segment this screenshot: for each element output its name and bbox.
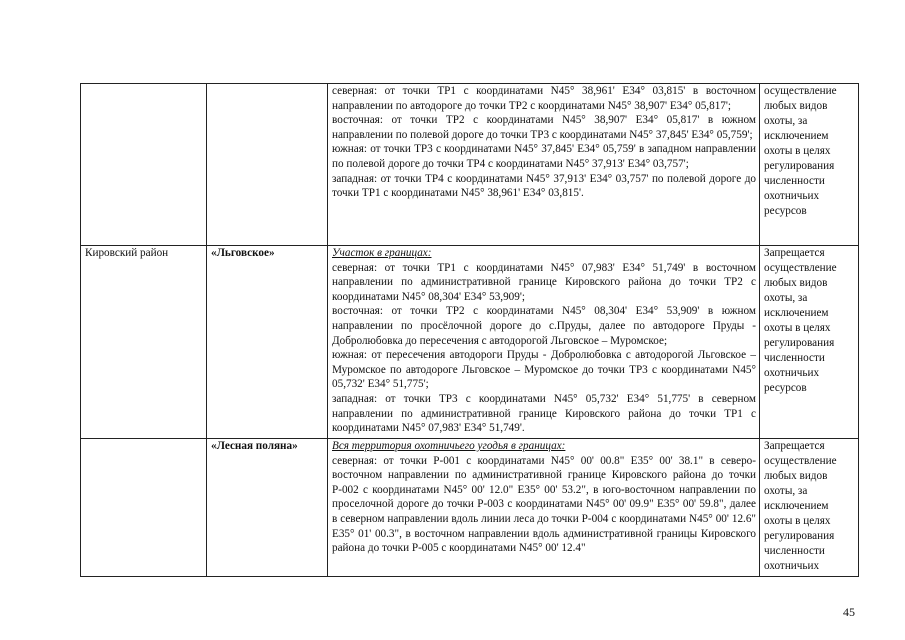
restriction-text: Запрещается осуществление любых видов охоты, за исключением охоты в целях регулирования численности охотничьих <box>764 440 837 572</box>
boundaries-cell <box>328 246 760 439</box>
table-row <box>81 84 859 246</box>
district-cell <box>81 439 207 577</box>
boundary-line: северная: от точки Р-001 с координатами N45° 00' 00.8" E35° 00' 38.1" в северо-восточном направлении по административной границе Кировского района до точки Р-002 с координатами N45° 00' 12.0" E35° 00' 53.2", в юго-восточном направлении по проселочной дороге до точки Р-003 с координатами N45° 00' 09.9" E35° 00' 59.8", далее в северном направлении вдоль линии леса до точки Р-004 с координатами N45° 00' 12.6" E35° 01' 00.3", в восточном направлении вдоль административной границы Кировского района до точки Р-005 с координатами N45° 00' 12.4" <box>332 454 756 555</box>
boundary-line: южная: от точки ТР3 с координатами N45° 37,845' E34° 05,759' в западном направлении по полевой дороге до точки ТР4 с координатами N45° 37,913' E34° 03,757'; <box>332 143 756 170</box>
boundary-line: северная: от точки ТР1 с координатами N45° 07,983' E34° 51,749' в восточном направлении по административной границе Кировского района до точки ТР2 с координатами N45° 08,304' E34° 53,909'; <box>332 261 756 303</box>
table-row <box>81 439 859 577</box>
hunting-ground-name-cell: «Лесная поляна» <box>207 439 328 577</box>
boundaries-cell <box>328 84 760 246</box>
boundary-line: северная: от точки ТР1 с координатами N45° 38,961' E34° 03,815' в восточном направлении по автодороге до точки ТР2 с координатами N45° 38,907' E34° 05,817'; <box>332 85 756 112</box>
table-row <box>81 246 859 439</box>
boundary-line: южная: от пересечения автодороги Пруды - Добролюбовка с автодорогой Льговское – Муромское по автодороге Льговское – Муромское до точки ТР3 с координатами N45° 05,732' E34° 51,775'; <box>332 349 756 391</box>
district-cell: Кировский район <box>81 246 207 439</box>
section-heading: Участок в границах: <box>332 247 432 259</box>
section-heading: Вся территория охотничьего угодья в границах: <box>332 440 566 452</box>
boundary-line: западная: от точки ТР4 с координатами N45° 37,913' E34° 03,757' по полевой дороге до точки ТР1 с координатами N45° 38,961' E34° 03,815'. <box>332 172 756 200</box>
restriction-cell: Запрещается осуществление любых видов охоты, за исключением охоты в целях регулирования численности охотничьих ресурсов <box>760 246 859 439</box>
restriction-cell: осуществление любых видов охоты, за исключением охоты в целях регулирования численности охотничьих ресурсов <box>760 84 859 246</box>
boundary-line: восточная: от точки ТР2 с координатами N45° 38,907' E34° 05,817' в южном направлении по полевой дороге до точки ТР3 с координатами N45° 37,845' E34° 05,759'; <box>332 114 756 141</box>
boundary-line: западная: от точки ТР3 с координатами N45° 05,732' E34° 51,775' в северном направлении по административной границе Кировского района до точки ТР1 с координатами N45° 07,983' E34° 51,749'. <box>332 392 756 435</box>
page-number: 45 <box>843 605 855 619</box>
boundary-line: восточная: от точки ТР2 с координатами N45° 08,304' E34° 53,909' в южном направлении по просёлочной дороге до с.Пруды, далее по автодороге Пруды - Добролюбовка до пересечения с автодорогой Льговское – Муромское; <box>332 305 756 347</box>
district-cell <box>81 84 207 246</box>
hunting-ground-name-cell: «Льговское» <box>207 246 328 439</box>
boundaries-cell <box>328 439 760 577</box>
hunting-ground-name-cell <box>207 84 328 246</box>
hunting-grounds-table <box>80 83 859 577</box>
restriction-cell <box>760 439 859 577</box>
